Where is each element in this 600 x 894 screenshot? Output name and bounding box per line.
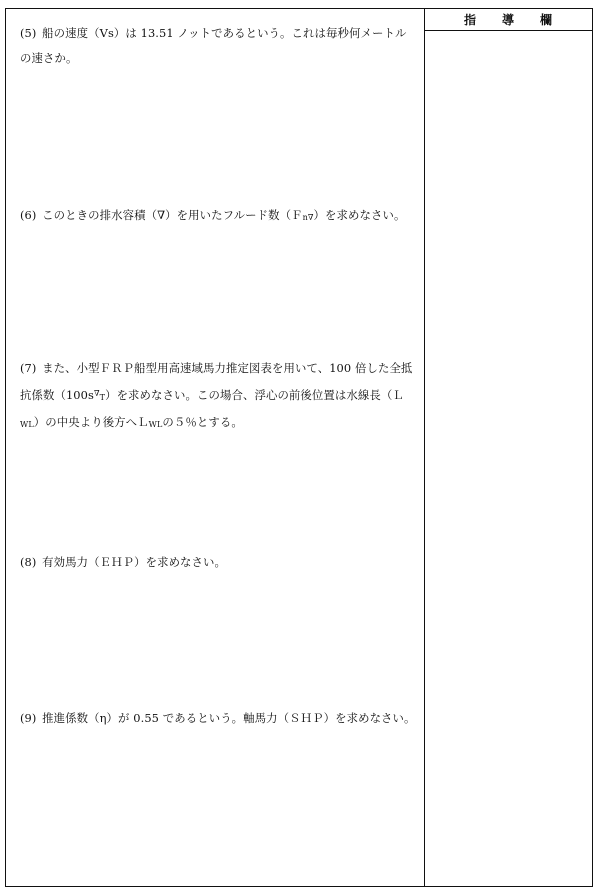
- question-9-number: (9): [20, 711, 37, 725]
- question-7-subscript-wl: WL: [20, 420, 34, 429]
- question-6-number: (6): [20, 208, 37, 222]
- question-7-subscript: T: [99, 393, 106, 402]
- question-5: [20, 21, 416, 71]
- question-6-text-b: ）を求めなさい。: [313, 208, 406, 222]
- question-9-text: 推進係数（η）が 0.55 であるという。軸馬力（ＳＨＰ）を求めなさい。: [42, 711, 416, 725]
- guide-column-header: 指導欄: [463, 13, 578, 27]
- question-7-text-d: の５％とする。: [162, 415, 243, 429]
- question-5-number: (5): [20, 26, 37, 40]
- question-6-text-a: このときの排水容積（∇）を用いたフルード数（Ｆ: [42, 208, 303, 222]
- question-7-text-a: また、小型ＦＲＰ船型用高速域馬力推定図表を用いて、100 倍した全抵抗係数（100s: [20, 361, 413, 402]
- question-7-subscript-wl-2: WL: [148, 420, 163, 429]
- question-8: [20, 550, 416, 575]
- question-6-subscript: n∇: [302, 213, 314, 222]
- guide-header-rule: [424, 30, 592, 31]
- question-7-superscript: ∇: [93, 389, 100, 398]
- question-7: [20, 356, 416, 437]
- question-6: [20, 203, 416, 230]
- question-9: [20, 706, 416, 731]
- worksheet-frame: [5, 8, 593, 887]
- column-divider: [424, 9, 425, 886]
- question-8-number: (8): [20, 555, 37, 569]
- question-5-text: 船の速度（Vs）は 13.51 ノットであるという。これは毎秒何メートルの速さか。: [20, 26, 407, 65]
- question-8-text: 有効馬力（ＥＨＰ）を求めなさい。: [42, 555, 227, 569]
- question-7-number: (7): [20, 361, 37, 375]
- question-7-text-b: ）を求めなさい。この場合、浮心の前後位置は水線長（Ｌ: [105, 388, 404, 402]
- question-7-text-c: ）の中央より後方へＬ: [33, 415, 149, 429]
